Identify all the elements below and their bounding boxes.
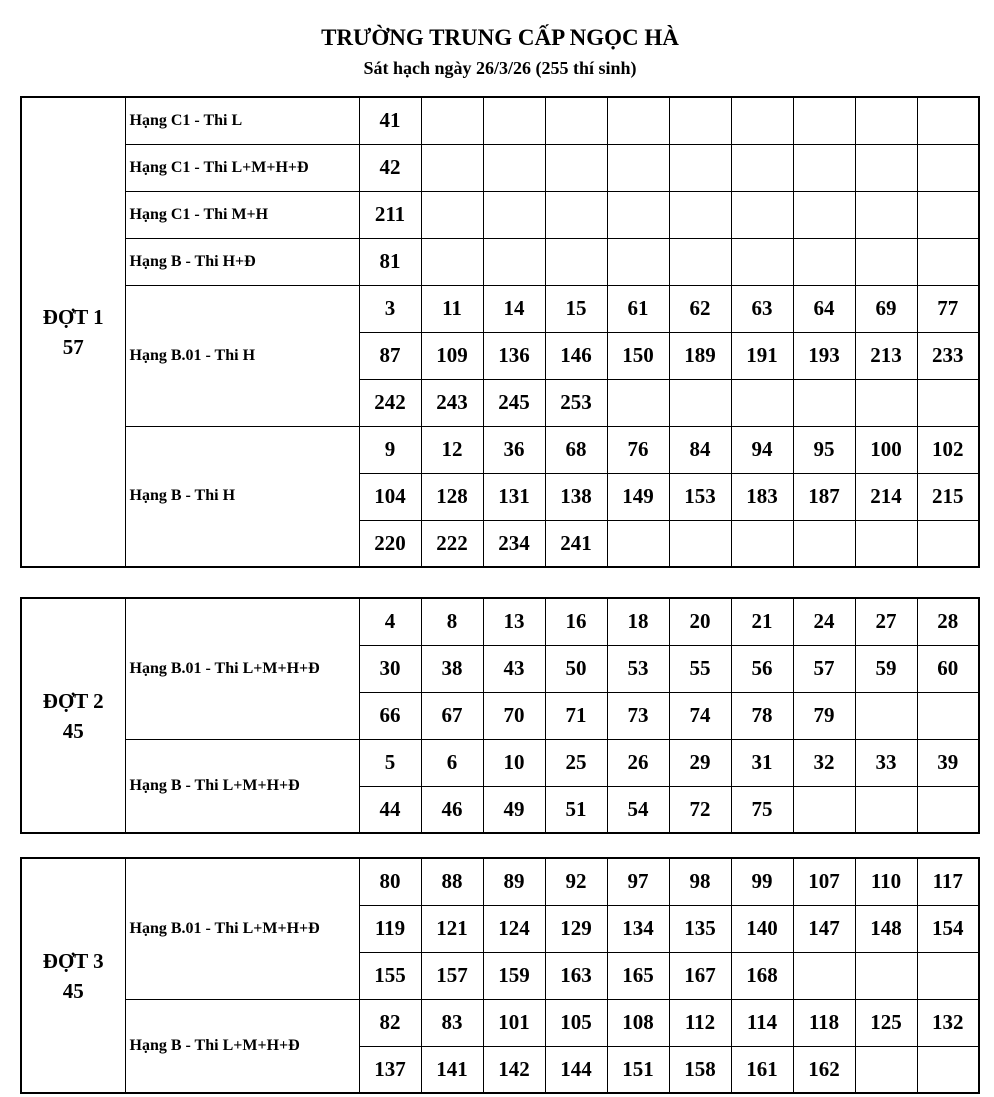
session-label — [21, 598, 125, 833]
candidate-number: 13 — [483, 598, 545, 645]
candidate-number: 77 — [917, 285, 979, 332]
candidate-number: 80 — [359, 858, 421, 905]
empty-cell — [421, 238, 483, 285]
candidate-number: 54 — [607, 786, 669, 833]
candidate-number: 68 — [545, 426, 607, 473]
candidate-number: 241 — [545, 520, 607, 567]
candidate-number: 242 — [359, 379, 421, 426]
candidate-number: 29 — [669, 739, 731, 786]
empty-cell — [855, 520, 917, 567]
candidate-number: 131 — [483, 473, 545, 520]
candidate-number: 132 — [917, 999, 979, 1046]
session-count: 57 — [62, 335, 84, 359]
candidate-number: 125 — [855, 999, 917, 1046]
candidate-number: 114 — [731, 999, 793, 1046]
candidate-number: 79 — [793, 692, 855, 739]
candidate-number: 71 — [545, 692, 607, 739]
page-subtitle: Sát hạch ngày 26/3/26 (255 thí sinh) — [363, 58, 637, 78]
candidate-number: 137 — [359, 1046, 421, 1093]
empty-cell — [731, 238, 793, 285]
candidate-number: 14 — [483, 285, 545, 332]
empty-cell — [917, 520, 979, 567]
empty-cell — [421, 97, 483, 144]
candidate-number: 36 — [483, 426, 545, 473]
candidate-number: 135 — [669, 905, 731, 952]
candidate-number: 153 — [669, 473, 731, 520]
empty-cell — [607, 97, 669, 144]
empty-cell — [731, 520, 793, 567]
empty-cell — [917, 144, 979, 191]
candidate-number: 95 — [793, 426, 855, 473]
license-class-label: Hạng B - Thi L+M+H+Đ — [125, 999, 359, 1093]
candidate-number: 220 — [359, 520, 421, 567]
candidate-number: 69 — [855, 285, 917, 332]
candidate-number: 18 — [607, 598, 669, 645]
candidate-number: 38 — [421, 645, 483, 692]
session-name: ĐỢT 2 — [42, 688, 104, 713]
candidate-number: 9 — [359, 426, 421, 473]
empty-cell — [855, 952, 917, 999]
candidate-number: 63 — [731, 285, 793, 332]
candidate-number: 136 — [483, 332, 545, 379]
empty-cell — [793, 191, 855, 238]
empty-cell — [793, 786, 855, 833]
candidate-number: 141 — [421, 1046, 483, 1093]
session-count: 45 — [62, 718, 84, 743]
candidate-number: 189 — [669, 332, 731, 379]
candidate-number: 59 — [855, 645, 917, 692]
empty-cell — [793, 238, 855, 285]
table-row — [21, 739, 979, 786]
page-title: TRƯỜNG TRUNG CẤP NGỌC HÀ — [321, 25, 679, 50]
candidate-number: 121 — [421, 905, 483, 952]
table-row — [21, 598, 979, 645]
candidate-number: 74 — [669, 692, 731, 739]
candidate-number: 110 — [855, 858, 917, 905]
candidate-number: 234 — [483, 520, 545, 567]
empty-cell — [855, 238, 917, 285]
candidate-number: 11 — [421, 285, 483, 332]
candidate-number: 33 — [855, 739, 917, 786]
candidate-number: 215 — [917, 473, 979, 520]
candidate-number: 44 — [359, 786, 421, 833]
empty-cell — [793, 144, 855, 191]
candidate-number: 112 — [669, 999, 731, 1046]
candidate-number: 193 — [793, 332, 855, 379]
table-row — [21, 426, 979, 473]
candidate-number: 88 — [421, 858, 483, 905]
candidate-number: 73 — [607, 692, 669, 739]
candidate-number: 21 — [731, 598, 793, 645]
candidate-number: 129 — [545, 905, 607, 952]
candidate-number: 67 — [421, 692, 483, 739]
candidate-number: 78 — [731, 692, 793, 739]
empty-cell — [607, 238, 669, 285]
candidate-number: 148 — [855, 905, 917, 952]
candidate-number: 154 — [917, 905, 979, 952]
candidate-number: 55 — [669, 645, 731, 692]
candidate-number: 151 — [607, 1046, 669, 1093]
license-class-label: Hạng B - Thi H+Đ — [125, 238, 359, 285]
empty-cell — [483, 97, 545, 144]
candidate-number: 98 — [669, 858, 731, 905]
empty-cell — [669, 379, 731, 426]
session-name: ĐỢT 1 — [42, 305, 104, 329]
candidate-number: 87 — [359, 332, 421, 379]
empty-cell — [855, 191, 917, 238]
empty-cell — [669, 144, 731, 191]
table-row — [21, 97, 979, 144]
session-block-1 — [20, 96, 978, 568]
session-block-2 — [20, 597, 978, 834]
empty-cell — [669, 97, 731, 144]
empty-cell — [483, 144, 545, 191]
empty-cell — [731, 144, 793, 191]
empty-cell — [421, 144, 483, 191]
empty-cell — [607, 191, 669, 238]
candidate-number: 253 — [545, 379, 607, 426]
candidate-number: 42 — [359, 144, 421, 191]
empty-cell — [731, 379, 793, 426]
empty-cell — [917, 952, 979, 999]
license-class-label: Hạng B - Thi H — [125, 426, 359, 567]
candidate-number: 51 — [545, 786, 607, 833]
license-class-label: Hạng C1 - Thi L — [125, 97, 359, 144]
candidate-number: 27 — [855, 598, 917, 645]
candidate-number: 150 — [607, 332, 669, 379]
table-row — [21, 858, 979, 905]
candidate-number: 165 — [607, 952, 669, 999]
empty-cell — [607, 379, 669, 426]
table-row — [21, 999, 979, 1046]
candidate-number: 89 — [483, 858, 545, 905]
candidate-number: 75 — [731, 786, 793, 833]
candidate-number: 16 — [545, 598, 607, 645]
candidate-number: 162 — [793, 1046, 855, 1093]
candidate-number: 53 — [607, 645, 669, 692]
candidate-number: 140 — [731, 905, 793, 952]
candidate-number: 62 — [669, 285, 731, 332]
empty-cell — [793, 379, 855, 426]
candidate-number: 5 — [359, 739, 421, 786]
candidate-number: 83 — [421, 999, 483, 1046]
candidate-number: 46 — [421, 786, 483, 833]
empty-cell — [669, 520, 731, 567]
empty-cell — [917, 1046, 979, 1093]
empty-cell — [545, 97, 607, 144]
candidate-number: 81 — [359, 238, 421, 285]
candidate-number: 119 — [359, 905, 421, 952]
session-table — [20, 597, 980, 834]
candidate-number: 118 — [793, 999, 855, 1046]
candidate-number: 149 — [607, 473, 669, 520]
candidate-number: 61 — [607, 285, 669, 332]
candidate-number: 82 — [359, 999, 421, 1046]
candidate-number: 144 — [545, 1046, 607, 1093]
empty-cell — [917, 786, 979, 833]
license-class-label: Hạng B.01 - Thi H — [125, 285, 359, 426]
candidate-number: 6 — [421, 739, 483, 786]
empty-cell — [855, 97, 917, 144]
empty-cell — [917, 692, 979, 739]
empty-cell — [669, 191, 731, 238]
license-class-label: Hạng C1 - Thi L+M+H+Đ — [125, 144, 359, 191]
empty-cell — [855, 144, 917, 191]
candidate-number: 214 — [855, 473, 917, 520]
empty-cell — [917, 379, 979, 426]
candidate-number: 30 — [359, 645, 421, 692]
empty-cell — [731, 97, 793, 144]
candidate-number: 31 — [731, 739, 793, 786]
empty-cell — [855, 379, 917, 426]
candidate-number: 92 — [545, 858, 607, 905]
empty-cell — [793, 952, 855, 999]
candidate-number: 124 — [483, 905, 545, 952]
candidate-number: 101 — [483, 999, 545, 1046]
candidate-number: 60 — [917, 645, 979, 692]
candidate-number: 167 — [669, 952, 731, 999]
candidate-number: 243 — [421, 379, 483, 426]
candidate-number: 8 — [421, 598, 483, 645]
candidate-number: 157 — [421, 952, 483, 999]
empty-cell — [731, 191, 793, 238]
empty-cell — [483, 238, 545, 285]
candidate-number: 233 — [917, 332, 979, 379]
candidate-number: 245 — [483, 379, 545, 426]
table-row — [21, 144, 979, 191]
candidate-number: 32 — [793, 739, 855, 786]
candidate-number: 100 — [855, 426, 917, 473]
session-table — [20, 96, 980, 568]
empty-cell — [669, 238, 731, 285]
candidate-number: 57 — [793, 645, 855, 692]
candidate-number: 102 — [917, 426, 979, 473]
candidate-number: 183 — [731, 473, 793, 520]
license-class-label: Hạng B.01 - Thi L+M+H+Đ — [125, 858, 359, 999]
empty-cell — [607, 144, 669, 191]
candidate-number: 43 — [483, 645, 545, 692]
candidate-number: 161 — [731, 1046, 793, 1093]
session-name: ĐỢT 3 — [42, 948, 104, 973]
session-count: 45 — [62, 978, 84, 1003]
empty-cell — [545, 144, 607, 191]
license-class-label: Hạng B.01 - Thi L+M+H+Đ — [125, 598, 359, 739]
license-class-label: Hạng B - Thi L+M+H+Đ — [125, 739, 359, 833]
candidate-number: 41 — [359, 97, 421, 144]
candidate-number: 97 — [607, 858, 669, 905]
candidate-number: 24 — [793, 598, 855, 645]
table-row — [21, 285, 979, 332]
candidate-number: 191 — [731, 332, 793, 379]
candidate-number: 25 — [545, 739, 607, 786]
session-label — [21, 97, 125, 567]
empty-cell — [545, 238, 607, 285]
candidate-number: 104 — [359, 473, 421, 520]
candidate-number: 99 — [731, 858, 793, 905]
candidate-number: 155 — [359, 952, 421, 999]
candidate-number: 159 — [483, 952, 545, 999]
candidate-number: 20 — [669, 598, 731, 645]
empty-cell — [793, 97, 855, 144]
candidate-number: 105 — [545, 999, 607, 1046]
candidate-number: 72 — [669, 786, 731, 833]
candidate-number: 138 — [545, 473, 607, 520]
candidate-number: 49 — [483, 786, 545, 833]
candidate-number: 142 — [483, 1046, 545, 1093]
candidate-number: 3 — [359, 285, 421, 332]
candidate-number: 15 — [545, 285, 607, 332]
empty-cell — [917, 238, 979, 285]
candidate-number: 28 — [917, 598, 979, 645]
empty-cell — [855, 1046, 917, 1093]
session-table — [20, 857, 980, 1094]
empty-cell — [483, 191, 545, 238]
empty-cell — [855, 692, 917, 739]
candidate-number: 56 — [731, 645, 793, 692]
candidate-number: 211 — [359, 191, 421, 238]
candidate-number: 107 — [793, 858, 855, 905]
candidate-number: 128 — [421, 473, 483, 520]
candidate-number: 134 — [607, 905, 669, 952]
candidate-number: 39 — [917, 739, 979, 786]
candidate-number: 50 — [545, 645, 607, 692]
candidate-number: 117 — [917, 858, 979, 905]
empty-cell — [545, 191, 607, 238]
candidate-number: 146 — [545, 332, 607, 379]
candidate-number: 94 — [731, 426, 793, 473]
candidate-number: 64 — [793, 285, 855, 332]
candidate-number: 70 — [483, 692, 545, 739]
table-row — [21, 238, 979, 285]
table-row — [21, 191, 979, 238]
candidate-number: 10 — [483, 739, 545, 786]
candidate-number: 12 — [421, 426, 483, 473]
candidate-number: 187 — [793, 473, 855, 520]
empty-cell — [421, 191, 483, 238]
empty-cell — [917, 191, 979, 238]
candidate-number: 108 — [607, 999, 669, 1046]
empty-cell — [793, 520, 855, 567]
candidate-number: 163 — [545, 952, 607, 999]
license-class-label: Hạng C1 - Thi M+H — [125, 191, 359, 238]
candidate-number: 222 — [421, 520, 483, 567]
candidate-number: 66 — [359, 692, 421, 739]
candidate-number: 76 — [607, 426, 669, 473]
empty-cell — [917, 97, 979, 144]
candidate-number: 26 — [607, 739, 669, 786]
session-block-3 — [20, 857, 978, 1094]
empty-cell — [855, 786, 917, 833]
session-label — [21, 858, 125, 1093]
candidate-number: 4 — [359, 598, 421, 645]
empty-cell — [607, 520, 669, 567]
candidate-number: 109 — [421, 332, 483, 379]
candidate-number: 168 — [731, 952, 793, 999]
candidate-number: 213 — [855, 332, 917, 379]
candidate-number: 158 — [669, 1046, 731, 1093]
candidate-number: 147 — [793, 905, 855, 952]
candidate-number: 84 — [669, 426, 731, 473]
